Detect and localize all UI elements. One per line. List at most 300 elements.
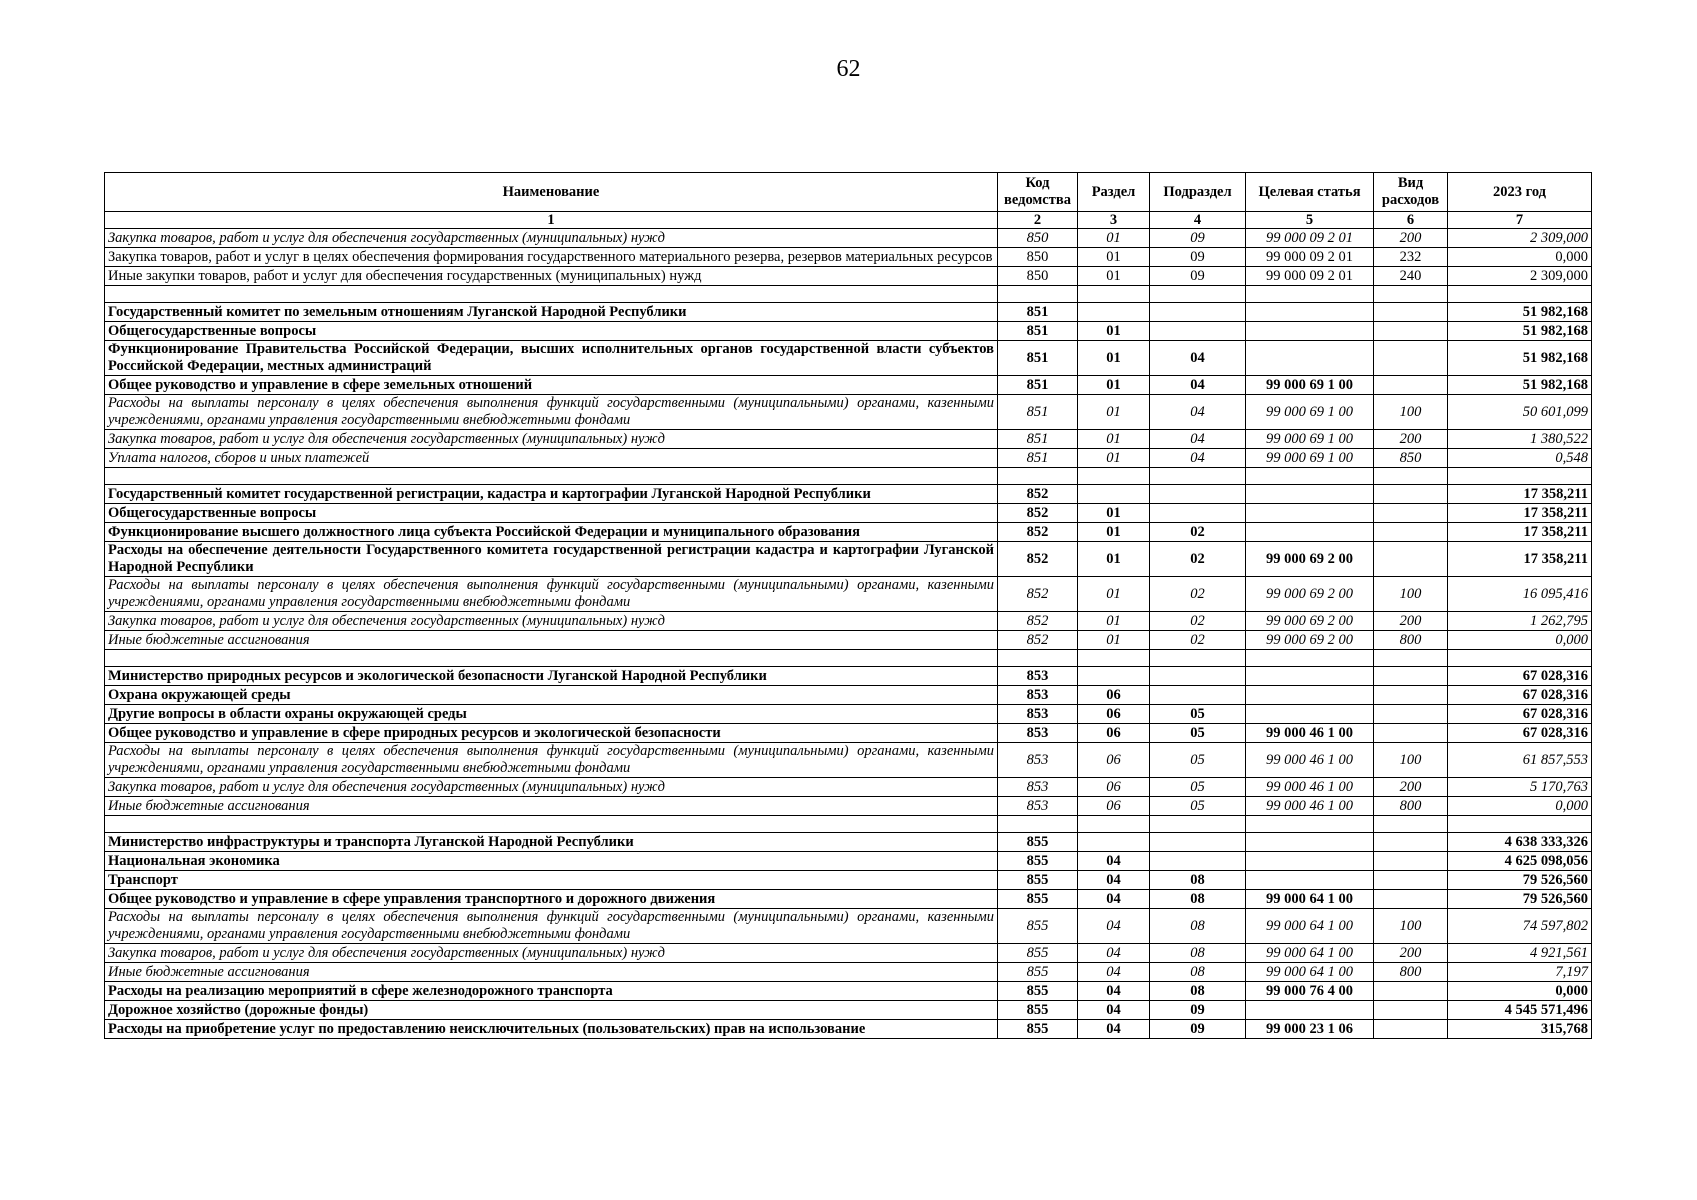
amount-cell: 4 638 333,326 bbox=[1448, 833, 1592, 852]
amount-cell: 4 921,561 bbox=[1448, 944, 1592, 963]
target-article-cell bbox=[1246, 667, 1374, 686]
section-cell: 04 bbox=[1078, 963, 1150, 982]
amount-cell: 74 597,802 bbox=[1448, 909, 1592, 944]
amount-cell: 315,768 bbox=[1448, 1020, 1592, 1039]
row-name-cell: Иные закупки товаров, работ и услуг для обеспечения государственных (муниципальных) нужд bbox=[105, 267, 998, 286]
dept-code-cell: 853 bbox=[998, 686, 1078, 705]
amount-cell: 1 262,795 bbox=[1448, 612, 1592, 631]
table-row bbox=[105, 303, 1592, 322]
section-cell: 01 bbox=[1078, 523, 1150, 542]
expense-type-cell: 800 bbox=[1374, 797, 1448, 816]
subsection-cell bbox=[1150, 816, 1246, 833]
target-article-cell: 99 000 64 1 00 bbox=[1246, 963, 1374, 982]
section-cell: 04 bbox=[1078, 1020, 1150, 1039]
target-article-cell bbox=[1246, 322, 1374, 341]
row-name-cell: Иные бюджетные ассигнования bbox=[105, 631, 998, 650]
target-article-cell: 99 000 69 2 00 bbox=[1246, 542, 1374, 577]
budget-table bbox=[104, 172, 1592, 1039]
amount-cell bbox=[1448, 650, 1592, 667]
amount-cell: 51 982,168 bbox=[1448, 376, 1592, 395]
table-row bbox=[105, 248, 1592, 267]
table-row bbox=[105, 322, 1592, 341]
dept-code-cell: 855 bbox=[998, 963, 1078, 982]
table-row bbox=[105, 890, 1592, 909]
header-dept-code: Код ведомства bbox=[998, 173, 1078, 212]
expense-type-cell bbox=[1374, 686, 1448, 705]
subsection-cell: 08 bbox=[1150, 871, 1246, 890]
dept-code-cell bbox=[998, 286, 1078, 303]
row-name-cell: Закупка товаров, работ и услуг для обеспечения государственных (муниципальных) нужд bbox=[105, 229, 998, 248]
subsection-cell bbox=[1150, 504, 1246, 523]
expense-type-cell bbox=[1374, 982, 1448, 1001]
target-article-cell bbox=[1246, 303, 1374, 322]
subsection-cell: 08 bbox=[1150, 963, 1246, 982]
section-cell: 01 bbox=[1078, 449, 1150, 468]
target-article-cell: 99 000 69 1 00 bbox=[1246, 395, 1374, 430]
header-expense-type: Вид расходов bbox=[1374, 173, 1448, 212]
section-cell: 04 bbox=[1078, 982, 1150, 1001]
expense-type-cell bbox=[1374, 485, 1448, 504]
target-article-cell: 99 000 69 1 00 bbox=[1246, 430, 1374, 449]
amount-cell: 61 857,553 bbox=[1448, 743, 1592, 778]
amount-cell: 4 545 571,496 bbox=[1448, 1001, 1592, 1020]
subsection-cell bbox=[1150, 686, 1246, 705]
expense-type-cell bbox=[1374, 667, 1448, 686]
dept-code-cell: 851 bbox=[998, 395, 1078, 430]
section-cell bbox=[1078, 650, 1150, 667]
section-cell: 01 bbox=[1078, 430, 1150, 449]
dept-code-cell: 852 bbox=[998, 485, 1078, 504]
table-row bbox=[105, 667, 1592, 686]
target-article-cell bbox=[1246, 1001, 1374, 1020]
expense-type-cell: 100 bbox=[1374, 395, 1448, 430]
dept-code-cell: 851 bbox=[998, 449, 1078, 468]
target-article-cell: 99 000 69 1 00 bbox=[1246, 449, 1374, 468]
column-number: 6 bbox=[1374, 212, 1448, 229]
target-article-cell bbox=[1246, 468, 1374, 485]
section-cell bbox=[1078, 286, 1150, 303]
table-row bbox=[105, 430, 1592, 449]
section-cell: 06 bbox=[1078, 778, 1150, 797]
row-name-cell: Расходы на приобретение услуг по предоставлению неисключительных (пользовательских) прав на использование bbox=[105, 1020, 998, 1039]
table-row bbox=[105, 504, 1592, 523]
table-row bbox=[105, 449, 1592, 468]
subsection-cell bbox=[1150, 852, 1246, 871]
row-name-cell: Расходы на выплаты персоналу в целях обеспечения выполнения функций государственными (муниципальными) органами, казенными учреждениями, органами управления государственными внебюджетными фондами bbox=[105, 395, 998, 430]
subsection-cell bbox=[1150, 650, 1246, 667]
column-number-row bbox=[105, 212, 1592, 229]
expense-type-cell: 200 bbox=[1374, 778, 1448, 797]
subsection-cell bbox=[1150, 286, 1246, 303]
section-cell: 04 bbox=[1078, 909, 1150, 944]
amount-cell: 51 982,168 bbox=[1448, 341, 1592, 376]
target-article-cell: 99 000 23 1 06 bbox=[1246, 1020, 1374, 1039]
target-article-cell bbox=[1246, 705, 1374, 724]
expense-type-cell bbox=[1374, 852, 1448, 871]
subsection-cell: 05 bbox=[1150, 705, 1246, 724]
target-article-cell bbox=[1246, 485, 1374, 504]
row-name-cell: Общегосударственные вопросы bbox=[105, 504, 998, 523]
section-cell bbox=[1078, 468, 1150, 485]
amount-cell: 17 358,211 bbox=[1448, 542, 1592, 577]
amount-cell: 4 625 098,056 bbox=[1448, 852, 1592, 871]
dept-code-cell: 850 bbox=[998, 248, 1078, 267]
subsection-cell: 09 bbox=[1150, 248, 1246, 267]
expense-type-cell: 100 bbox=[1374, 577, 1448, 612]
section-cell: 01 bbox=[1078, 395, 1150, 430]
target-article-cell: 99 000 46 1 00 bbox=[1246, 797, 1374, 816]
row-name-cell: Расходы на реализацию мероприятий в сфере железнодорожного транспорта bbox=[105, 982, 998, 1001]
target-article-cell: 99 000 64 1 00 bbox=[1246, 890, 1374, 909]
target-article-cell: 99 000 46 1 00 bbox=[1246, 724, 1374, 743]
table-row bbox=[105, 631, 1592, 650]
dept-code-cell: 853 bbox=[998, 778, 1078, 797]
expense-type-cell bbox=[1374, 322, 1448, 341]
target-article-cell bbox=[1246, 341, 1374, 376]
amount-cell: 7,197 bbox=[1448, 963, 1592, 982]
target-article-cell bbox=[1246, 286, 1374, 303]
amount-cell: 67 028,316 bbox=[1448, 667, 1592, 686]
section-cell: 01 bbox=[1078, 322, 1150, 341]
row-name-cell: Расходы на выплаты персоналу в целях обеспечения выполнения функций государственными (муниципальными) органами, казенными учреждениями, органами управления государственными внебюджетными фондами bbox=[105, 909, 998, 944]
table-header-row bbox=[105, 173, 1592, 212]
amount-cell: 79 526,560 bbox=[1448, 890, 1592, 909]
subsection-cell bbox=[1150, 833, 1246, 852]
table-row bbox=[105, 963, 1592, 982]
expense-type-cell: 800 bbox=[1374, 631, 1448, 650]
subsection-cell: 02 bbox=[1150, 631, 1246, 650]
amount-cell: 2 309,000 bbox=[1448, 267, 1592, 286]
target-article-cell: 99 000 69 2 00 bbox=[1246, 612, 1374, 631]
column-number: 1 bbox=[105, 212, 998, 229]
amount-cell: 50 601,099 bbox=[1448, 395, 1592, 430]
dept-code-cell: 855 bbox=[998, 944, 1078, 963]
expense-type-cell bbox=[1374, 341, 1448, 376]
amount-cell: 17 358,211 bbox=[1448, 485, 1592, 504]
target-article-cell: 99 000 09 2 01 bbox=[1246, 267, 1374, 286]
target-article-cell bbox=[1246, 523, 1374, 542]
row-name-cell bbox=[105, 816, 998, 833]
dept-code-cell: 855 bbox=[998, 833, 1078, 852]
row-name-cell: Закупка товаров, работ и услуг для обеспечения государственных (муниципальных) нужд bbox=[105, 778, 998, 797]
table-body bbox=[105, 229, 1592, 1039]
expense-type-cell: 100 bbox=[1374, 743, 1448, 778]
row-name-cell bbox=[105, 650, 998, 667]
expense-type-cell bbox=[1374, 705, 1448, 724]
target-article-cell: 99 000 69 2 00 bbox=[1246, 577, 1374, 612]
header-target-article: Целевая статья bbox=[1246, 173, 1374, 212]
subsection-cell: 09 bbox=[1150, 1001, 1246, 1020]
row-name-cell: Другие вопросы в области охраны окружающей среды bbox=[105, 705, 998, 724]
subsection-cell: 05 bbox=[1150, 724, 1246, 743]
section-cell: 04 bbox=[1078, 871, 1150, 890]
row-name-cell: Охрана окружающей среды bbox=[105, 686, 998, 705]
table-row bbox=[105, 523, 1592, 542]
row-name-cell: Расходы на выплаты персоналу в целях обеспечения выполнения функций государственными (муниципальными) органами, казенными учреждениями, органами управления государственными внебюджетными фондами bbox=[105, 577, 998, 612]
subsection-cell: 08 bbox=[1150, 982, 1246, 1001]
target-article-cell: 99 000 09 2 01 bbox=[1246, 229, 1374, 248]
table-row bbox=[105, 376, 1592, 395]
target-article-cell: 99 000 69 1 00 bbox=[1246, 376, 1374, 395]
row-name-cell: Транспорт bbox=[105, 871, 998, 890]
subsection-cell: 02 bbox=[1150, 523, 1246, 542]
dept-code-cell: 852 bbox=[998, 577, 1078, 612]
section-cell: 01 bbox=[1078, 376, 1150, 395]
section-cell: 06 bbox=[1078, 797, 1150, 816]
dept-code-cell: 850 bbox=[998, 229, 1078, 248]
expense-type-cell: 100 bbox=[1374, 909, 1448, 944]
subsection-cell: 09 bbox=[1150, 229, 1246, 248]
subsection-cell: 02 bbox=[1150, 542, 1246, 577]
dept-code-cell: 855 bbox=[998, 1020, 1078, 1039]
column-number: 2 bbox=[998, 212, 1078, 229]
expense-type-cell: 200 bbox=[1374, 944, 1448, 963]
subsection-cell: 08 bbox=[1150, 909, 1246, 944]
amount-cell bbox=[1448, 468, 1592, 485]
section-cell: 01 bbox=[1078, 612, 1150, 631]
dept-code-cell bbox=[998, 468, 1078, 485]
target-article-cell: 99 000 09 2 01 bbox=[1246, 248, 1374, 267]
section-cell: 01 bbox=[1078, 267, 1150, 286]
header-section: Раздел bbox=[1078, 173, 1150, 212]
target-article-cell: 99 000 46 1 00 bbox=[1246, 778, 1374, 797]
section-cell: 01 bbox=[1078, 341, 1150, 376]
subsection-cell: 09 bbox=[1150, 267, 1246, 286]
dept-code-cell: 851 bbox=[998, 376, 1078, 395]
dept-code-cell: 851 bbox=[998, 430, 1078, 449]
expense-type-cell bbox=[1374, 816, 1448, 833]
row-name-cell bbox=[105, 286, 998, 303]
row-name-cell: Расходы на обеспечение деятельности Государственного комитета государственной регистрации кадастра и картографии Луганской Народной Республики bbox=[105, 542, 998, 577]
row-name-cell: Функционирование Правительства Российской Федерации, высших исполнительных органов государственной власти субъектов Российской Федерации, местных администраций bbox=[105, 341, 998, 376]
amount-cell: 16 095,416 bbox=[1448, 577, 1592, 612]
table-row bbox=[105, 833, 1592, 852]
amount-cell: 0,000 bbox=[1448, 982, 1592, 1001]
subsection-cell: 08 bbox=[1150, 890, 1246, 909]
target-article-cell bbox=[1246, 833, 1374, 852]
section-cell: 06 bbox=[1078, 686, 1150, 705]
expense-type-cell: 800 bbox=[1374, 963, 1448, 982]
expense-type-cell: 200 bbox=[1374, 229, 1448, 248]
row-name-cell: Иные бюджетные ассигнования bbox=[105, 963, 998, 982]
table-row bbox=[105, 612, 1592, 631]
subsection-cell: 08 bbox=[1150, 944, 1246, 963]
column-number: 7 bbox=[1448, 212, 1592, 229]
dept-code-cell: 851 bbox=[998, 322, 1078, 341]
section-cell bbox=[1078, 667, 1150, 686]
subsection-cell bbox=[1150, 322, 1246, 341]
expense-type-cell bbox=[1374, 303, 1448, 322]
table-row bbox=[105, 909, 1592, 944]
dept-code-cell: 853 bbox=[998, 667, 1078, 686]
expense-type-cell: 200 bbox=[1374, 612, 1448, 631]
spacer-row bbox=[105, 816, 1592, 833]
amount-cell bbox=[1448, 816, 1592, 833]
expense-type-cell: 240 bbox=[1374, 267, 1448, 286]
expense-type-cell bbox=[1374, 724, 1448, 743]
table-row bbox=[105, 229, 1592, 248]
table-row bbox=[105, 577, 1592, 612]
table-row bbox=[105, 944, 1592, 963]
subsection-cell: 02 bbox=[1150, 577, 1246, 612]
dept-code-cell bbox=[998, 816, 1078, 833]
table-row bbox=[105, 341, 1592, 376]
subsection-cell: 05 bbox=[1150, 797, 1246, 816]
row-name-cell: Закупка товаров, работ и услуг для обеспечения государственных (муниципальных) нужд bbox=[105, 944, 998, 963]
amount-cell: 67 028,316 bbox=[1448, 686, 1592, 705]
dept-code-cell: 853 bbox=[998, 724, 1078, 743]
target-article-cell: 99 000 76 4 00 bbox=[1246, 982, 1374, 1001]
table-row bbox=[105, 1020, 1592, 1039]
subsection-cell: 09 bbox=[1150, 1020, 1246, 1039]
expense-type-cell bbox=[1374, 542, 1448, 577]
section-cell: 06 bbox=[1078, 705, 1150, 724]
expense-type-cell bbox=[1374, 1001, 1448, 1020]
dept-code-cell: 855 bbox=[998, 852, 1078, 871]
amount-cell: 79 526,560 bbox=[1448, 871, 1592, 890]
subsection-cell: 02 bbox=[1150, 612, 1246, 631]
amount-cell: 5 170,763 bbox=[1448, 778, 1592, 797]
table-row bbox=[105, 743, 1592, 778]
table-row bbox=[105, 797, 1592, 816]
table-row bbox=[105, 395, 1592, 430]
row-name-cell: Общее руководство и управление в сфере управления транспортного и дорожного движения bbox=[105, 890, 998, 909]
amount-cell: 0,548 bbox=[1448, 449, 1592, 468]
section-cell: 04 bbox=[1078, 852, 1150, 871]
dept-code-cell: 852 bbox=[998, 631, 1078, 650]
subsection-cell: 04 bbox=[1150, 341, 1246, 376]
expense-type-cell bbox=[1374, 650, 1448, 667]
section-cell bbox=[1078, 303, 1150, 322]
target-article-cell bbox=[1246, 816, 1374, 833]
amount-cell: 0,000 bbox=[1448, 248, 1592, 267]
amount-cell: 17 358,211 bbox=[1448, 504, 1592, 523]
section-cell: 01 bbox=[1078, 631, 1150, 650]
table-row bbox=[105, 1001, 1592, 1020]
section-cell: 06 bbox=[1078, 743, 1150, 778]
row-name-cell: Дорожное хозяйство (дорожные фонды) bbox=[105, 1001, 998, 1020]
table-row bbox=[105, 871, 1592, 890]
row-name-cell bbox=[105, 468, 998, 485]
spacer-row bbox=[105, 468, 1592, 485]
row-name-cell: Закупка товаров, работ и услуг для обеспечения государственных (муниципальных) нужд bbox=[105, 430, 998, 449]
subsection-cell bbox=[1150, 485, 1246, 504]
section-cell: 01 bbox=[1078, 577, 1150, 612]
subsection-cell bbox=[1150, 667, 1246, 686]
dept-code-cell: 855 bbox=[998, 871, 1078, 890]
section-cell: 04 bbox=[1078, 944, 1150, 963]
subsection-cell: 04 bbox=[1150, 449, 1246, 468]
target-article-cell bbox=[1246, 686, 1374, 705]
dept-code-cell: 851 bbox=[998, 341, 1078, 376]
expense-type-cell: 850 bbox=[1374, 449, 1448, 468]
page-number: 62 bbox=[836, 56, 861, 82]
target-article-cell: 99 000 46 1 00 bbox=[1246, 743, 1374, 778]
target-article-cell bbox=[1246, 852, 1374, 871]
table-row bbox=[105, 485, 1592, 504]
subsection-cell: 04 bbox=[1150, 395, 1246, 430]
header-name: Наименование bbox=[105, 173, 998, 212]
table-row bbox=[105, 724, 1592, 743]
subsection-cell: 05 bbox=[1150, 778, 1246, 797]
amount-cell: 67 028,316 bbox=[1448, 705, 1592, 724]
section-cell: 01 bbox=[1078, 229, 1150, 248]
section-cell: 01 bbox=[1078, 504, 1150, 523]
target-article-cell: 99 000 64 1 00 bbox=[1246, 944, 1374, 963]
section-cell: 01 bbox=[1078, 248, 1150, 267]
section-cell bbox=[1078, 833, 1150, 852]
dept-code-cell: 853 bbox=[998, 705, 1078, 724]
dept-code-cell: 852 bbox=[998, 504, 1078, 523]
dept-code-cell: 855 bbox=[998, 1001, 1078, 1020]
row-name-cell: Национальная экономика bbox=[105, 852, 998, 871]
section-cell: 06 bbox=[1078, 724, 1150, 743]
amount-cell: 51 982,168 bbox=[1448, 303, 1592, 322]
dept-code-cell: 851 bbox=[998, 303, 1078, 322]
target-article-cell bbox=[1246, 871, 1374, 890]
row-name-cell: Общее руководство и управление в сфере природных ресурсов и экологической безопасности bbox=[105, 724, 998, 743]
dept-code-cell: 853 bbox=[998, 797, 1078, 816]
section-cell bbox=[1078, 485, 1150, 504]
expense-type-cell bbox=[1374, 286, 1448, 303]
row-name-cell: Расходы на выплаты персоналу в целях обеспечения выполнения функций государственными (муниципальными) органами, казенными учреждениями, органами управления государственными внебюджетными фондами bbox=[105, 743, 998, 778]
dept-code-cell: 853 bbox=[998, 743, 1078, 778]
expense-type-cell bbox=[1374, 468, 1448, 485]
expense-type-cell bbox=[1374, 523, 1448, 542]
amount-cell: 51 982,168 bbox=[1448, 322, 1592, 341]
spacer-row bbox=[105, 286, 1592, 303]
dept-code-cell: 852 bbox=[998, 542, 1078, 577]
row-name-cell: Государственный комитет по земельным отношениям Луганской Народной Республики bbox=[105, 303, 998, 322]
section-cell bbox=[1078, 816, 1150, 833]
subsection-cell: 05 bbox=[1150, 743, 1246, 778]
row-name-cell: Министерство природных ресурсов и экологической безопасности Луганской Народной Республики bbox=[105, 667, 998, 686]
expense-type-cell bbox=[1374, 871, 1448, 890]
row-name-cell: Государственный комитет государственной регистрации, кадастра и картографии Луганской Народной Республики bbox=[105, 485, 998, 504]
dept-code-cell: 852 bbox=[998, 612, 1078, 631]
column-number: 5 bbox=[1246, 212, 1374, 229]
amount-cell: 0,000 bbox=[1448, 797, 1592, 816]
target-article-cell: 99 000 69 2 00 bbox=[1246, 631, 1374, 650]
subsection-cell bbox=[1150, 303, 1246, 322]
row-name-cell: Закупка товаров, работ и услуг в целях обеспечения формирования государственного материального резерва, резервов материальных ресурсов bbox=[105, 248, 998, 267]
table-row bbox=[105, 267, 1592, 286]
table-row bbox=[105, 542, 1592, 577]
dept-code-cell: 852 bbox=[998, 523, 1078, 542]
row-name-cell: Закупка товаров, работ и услуг для обеспечения государственных (муниципальных) нужд bbox=[105, 612, 998, 631]
amount-cell: 0,000 bbox=[1448, 631, 1592, 650]
dept-code-cell: 855 bbox=[998, 982, 1078, 1001]
expense-type-cell bbox=[1374, 504, 1448, 523]
section-cell: 04 bbox=[1078, 890, 1150, 909]
amount-cell: 17 358,211 bbox=[1448, 523, 1592, 542]
dept-code-cell bbox=[998, 650, 1078, 667]
expense-type-cell bbox=[1374, 890, 1448, 909]
dept-code-cell: 855 bbox=[998, 909, 1078, 944]
expense-type-cell: 200 bbox=[1374, 430, 1448, 449]
table-row bbox=[105, 852, 1592, 871]
expense-type-cell: 232 bbox=[1374, 248, 1448, 267]
subsection-cell: 04 bbox=[1150, 376, 1246, 395]
section-cell: 01 bbox=[1078, 542, 1150, 577]
target-article-cell bbox=[1246, 504, 1374, 523]
table-row bbox=[105, 778, 1592, 797]
subsection-cell bbox=[1150, 468, 1246, 485]
header-subsection: Подраздел bbox=[1150, 173, 1246, 212]
column-number: 4 bbox=[1150, 212, 1246, 229]
amount-cell bbox=[1448, 286, 1592, 303]
header-year-2023: 2023 год bbox=[1448, 173, 1592, 212]
